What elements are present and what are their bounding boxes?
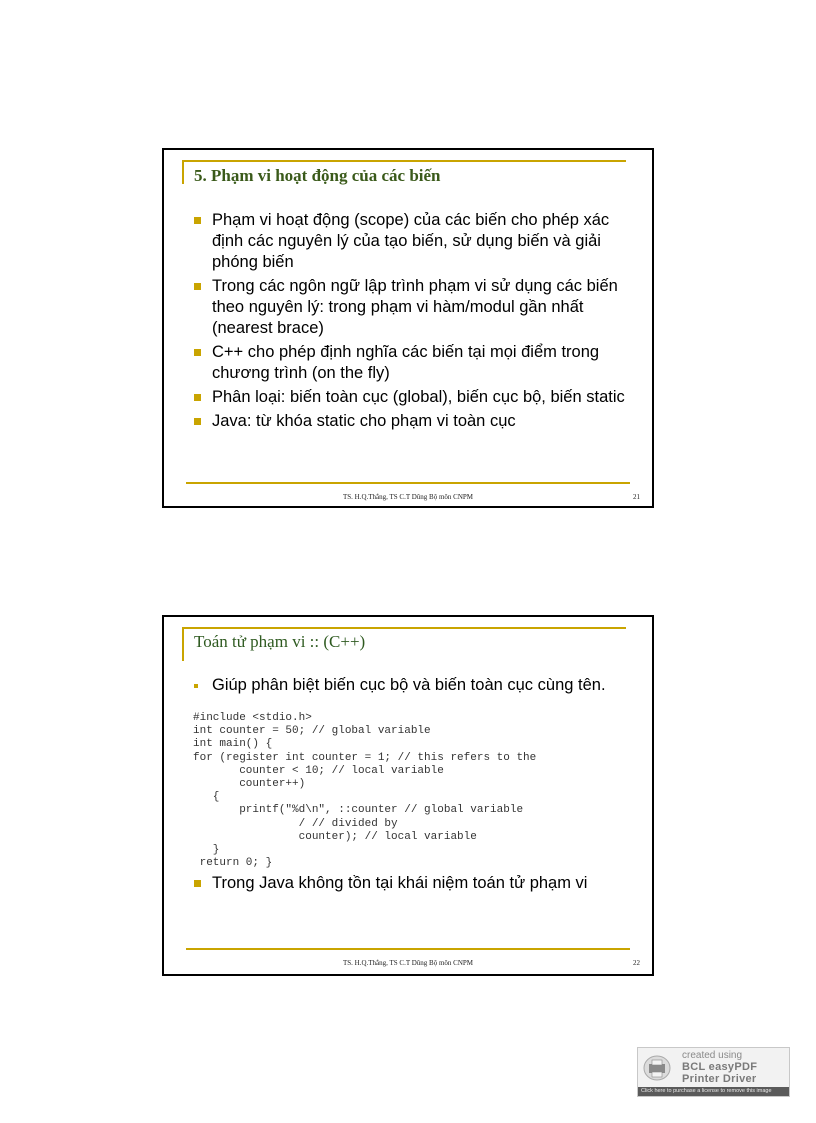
- watermark-product-sub: Printer Driver: [682, 1073, 757, 1085]
- square-bullet-icon: [194, 880, 201, 887]
- list-item: Phân loại: biến toàn cục (global), biến cục bộ, biến static: [194, 387, 634, 408]
- watermark-product: BCL easyPDF: [682, 1061, 758, 1073]
- square-bullet-icon: [194, 418, 201, 425]
- list-item: Phạm vi hoạt động (scope) của các biến cho phép xác định các nguyên lý của tạo biến, sử dụng biến và giải phóng biến: [194, 210, 634, 273]
- title-accent-bar: [182, 627, 184, 661]
- list-item: Trong Java không tồn tại khái niệm toán tử phạm vi: [194, 873, 634, 894]
- list-item: C++ cho phép định nghĩa các biến tại mọi điểm trong chương trình (on the fly): [194, 342, 634, 384]
- square-bullet-icon: [194, 684, 198, 688]
- watermark-purchase-link[interactable]: Click here to purchase a license to remove this image: [638, 1087, 789, 1096]
- bullet-list: [194, 873, 634, 897]
- title-rule: [182, 627, 626, 629]
- footer-rule: [186, 948, 630, 950]
- footer-rule: [186, 482, 630, 484]
- slide-footer: TS. H.Q.Thắng, TS C.T Dũng Bộ môn CNPM: [342, 493, 474, 501]
- slide-title: 5. Phạm vi hoạt động của các biến: [194, 166, 441, 185]
- list-item: Giúp phân biệt biến cục bộ và biến toàn cục cùng tên.: [194, 676, 634, 694]
- code-block: #include <stdio.h> int counter = 50; // global variable int main() { for (register int counter = 1; // this refers to the counter < 10; // local variable counter++) { printf("%d\n", ::counter // global variable / // divided by counter); // local variable } return 0; }: [193, 712, 537, 870]
- square-bullet-icon: [194, 283, 201, 290]
- bullet-list: [194, 676, 634, 697]
- title-rule: [182, 160, 626, 162]
- easypdf-watermark[interactable]: [637, 1047, 790, 1097]
- watermark-caption: created using: [682, 1050, 743, 1061]
- slide-title: Toán tử phạm vi :: (C++): [194, 632, 366, 651]
- square-bullet-icon: [194, 394, 201, 401]
- slide-21: [162, 148, 654, 508]
- list-item: Java: từ khóa static cho phạm vi toàn cục: [194, 411, 634, 432]
- page-number: 22: [633, 959, 640, 967]
- slide-22: [162, 615, 654, 976]
- printer-icon: [642, 1054, 672, 1082]
- square-bullet-icon: [194, 217, 201, 224]
- page-number: 21: [633, 493, 640, 501]
- title-accent-bar: [182, 160, 184, 184]
- slide-footer: TS. H.Q.Thắng, TS C.T Dũng Bộ môn CNPM: [342, 959, 474, 967]
- square-bullet-icon: [194, 349, 201, 356]
- bullet-list: [194, 210, 634, 435]
- list-item: Trong các ngôn ngữ lập trình phạm vi sử dụng các biến theo nguyên lý: trong phạm vi hàm/modul gần nhất (nearest brace): [194, 276, 634, 339]
